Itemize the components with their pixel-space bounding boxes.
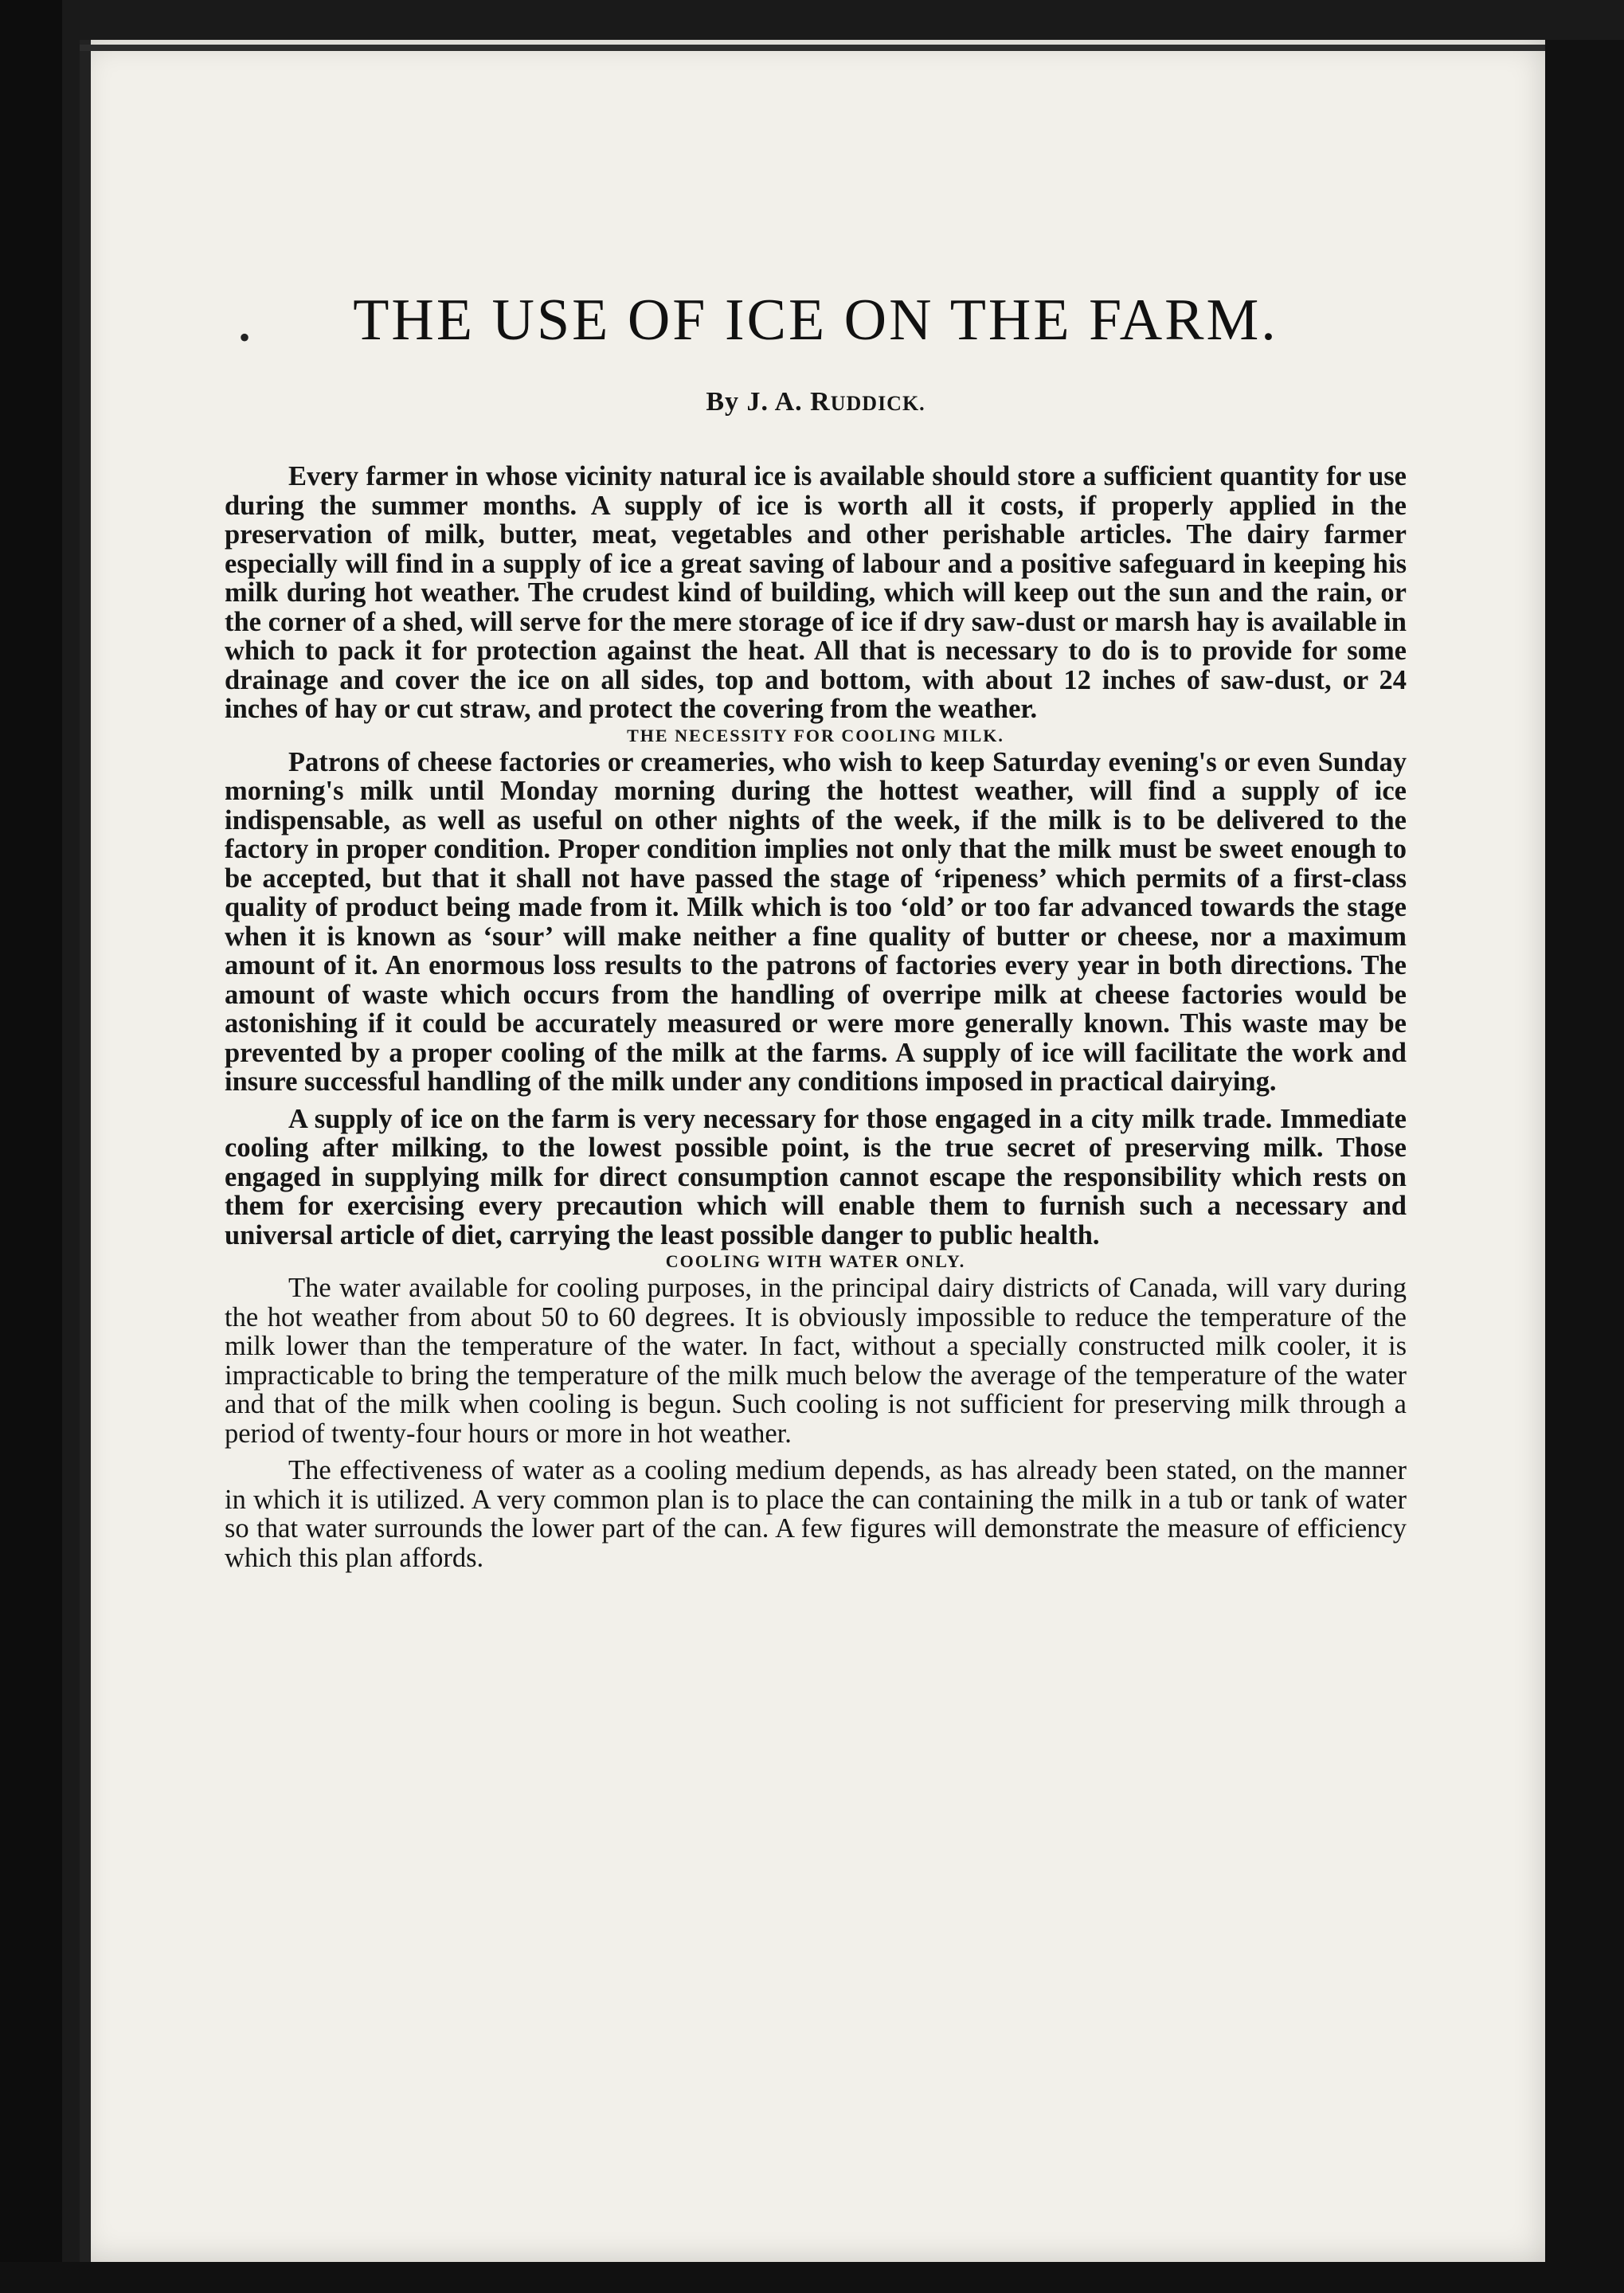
article-title: THE USE OF ICE ON THE FARM.	[353, 288, 1278, 353]
section-heading-necessity: THE NECESSITY FOR COOLING MILK.	[627, 725, 1004, 745]
right-margin-edge	[1545, 40, 1624, 2262]
article-body	[225, 279, 1407, 1572]
paragraph-necessity-2: A supply of ice on the farm is very necessary for those engaged in a city milk trade. Immediate cooling after milking, to the lowest possible point, is the true secret of preserving milk. Those engaged in supplying milk for direct consumption cannot escape the responsibility which rests on them for exercising every precaution which will enable them to furnish such a necessary and universal article of diet, carrying the least possible danger to public health.	[225, 1103, 1407, 1250]
title-bullet: •	[239, 319, 251, 355]
bottom-margin-edge	[0, 2262, 1624, 2293]
byline-prefix: By J. A. R	[706, 387, 831, 417]
paragraph-necessity-1: Patrons of cheese factories or creameries, who wish to keep Saturday evening's or even Sunday morning's milk until Monday morning during the hottest weather, will find a supply of ice indispensable, as well as useful on other nights of the week, if the milk is to be delivered to the factory in proper condition. Proper condition implies not only that the milk must be sweet enough to be accepted, but that it shall not have passed the stage of ‘ripeness’ which permits of a first-class quality of product being made from it. Milk which is too ‘old’ or too far advanced towards the stage when it is known as ‘sour’ will make neither a fine quality of butter or cheese, nor a maximum amount of it. An enormous loss results to the patrons of factories every year in both directions. The amount of waste which occurs from the handling of overripe milk at cheese factories would be astonishing if it could be accurately measured or were more generally known. This waste may be prevented by a proper cooling of the milk at the farms. A supply of ice will facilitate the work and insure successful handling of the milk under any conditions imposed in practical dairying.	[225, 746, 1407, 1097]
paragraph-water-2: The effectiveness of water as a cooling medium depends, as has already been stated, on the manner in which it is utilized. A very common plan is to place the can containing the milk in a tub or tank of water so that water surrounds the lower part of the can. A few figures will demonstrate the measure of efficiency which this plan affords.	[225, 1455, 1407, 1573]
byline-surname: UDDICK.	[830, 392, 925, 415]
article-byline	[225, 387, 1407, 417]
intro-paragraph: Every farmer in whose vicinity natural ice is available should store a sufficient quantity for use during the summer months. A supply of ice is worth all it costs, if properly applied in the preservation of milk, butter, meat, vegetables and other perishable articles. The dairy farmer especially will find in a supply of ice a great saving of labour and a positive safeguard in keeping his milk during hot weather. The crudest kind of building, which will keep out the sun and the rain, or the corner of a shed, will serve for the mere storage of ice if dry saw-dust or marsh hay is available in which to pack it for protection against the heat. All that is necessary to do is to provide for some drainage and cover the ice on all sides, top and bottom, with about 12 inches of saw-dust, or 24 inches of hay or cut straw, and protect the covering from the weather.	[225, 461, 1407, 724]
page-binding-edge	[80, 40, 91, 2262]
page-top-rule	[80, 45, 1545, 51]
paragraph-water-1: The water available for cooling purposes, in the principal dairy districts of Canada, will vary during the hot weather from about 50 to 60 degrees. It is obviously impossible to reduce the temperature of the milk lower than the temperature of the water. In fact, without a specially constructed milk cooler, it is impracticable to bring the temperature of the milk much below the average of the temperature of the water and that of the milk when cooling is begun. Such cooling is not sufficient for preserving milk through a period of twenty-four hours or more in hot weather.	[225, 1273, 1407, 1449]
section-heading-water: COOLING WITH WATER ONLY.	[665, 1251, 966, 1271]
left-gutter	[0, 0, 62, 2293]
